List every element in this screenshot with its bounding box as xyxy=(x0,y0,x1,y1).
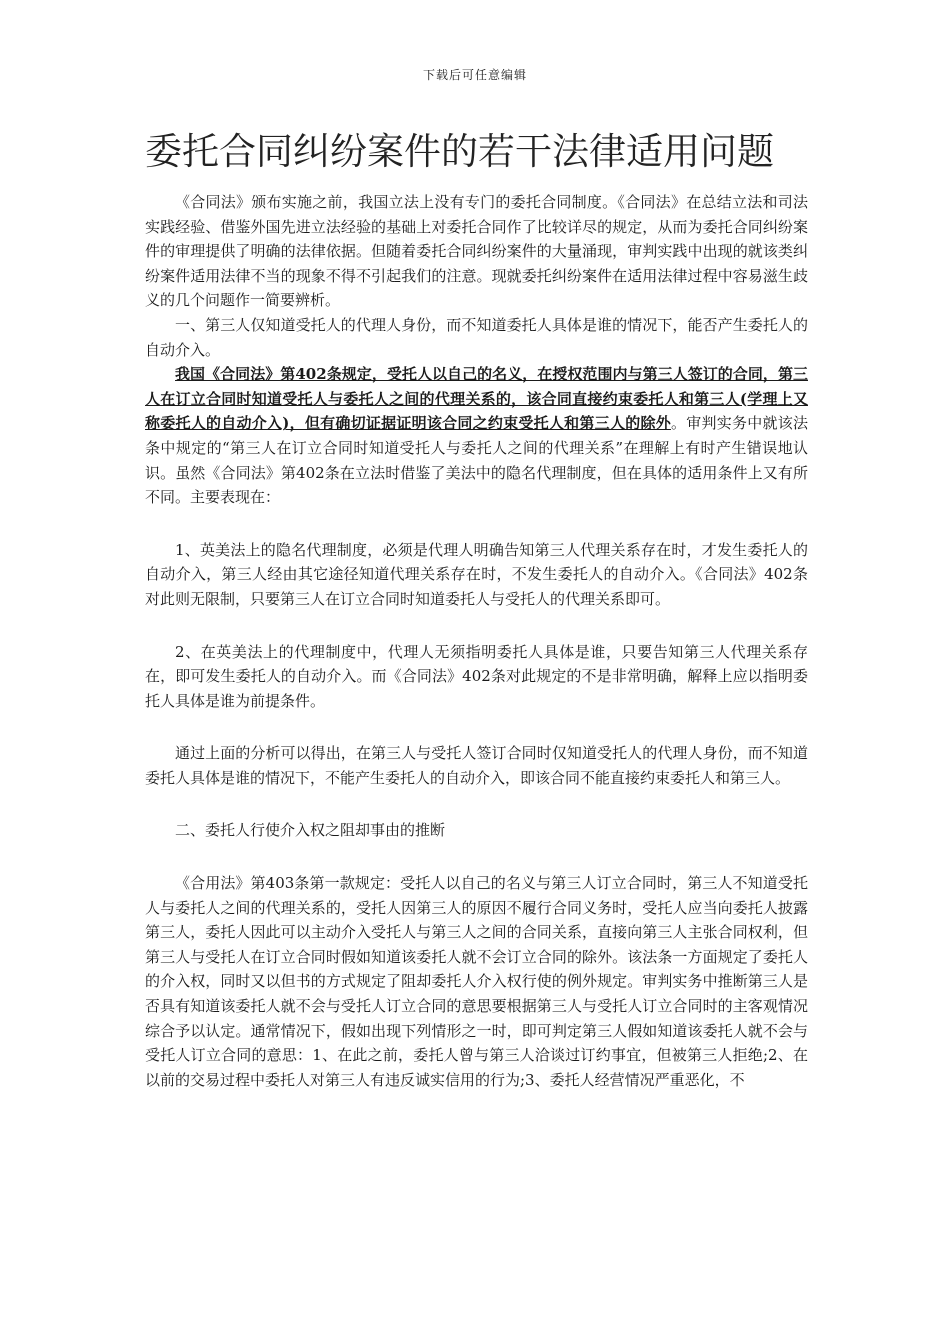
document-body xyxy=(145,190,808,1092)
article-402-rest: 。审判实务中就该法条中规定的“第三人在订立合同时知道受托人与委托人之间的代理关系”在理解上有时产生错误地认识。虽然《合同法》第402条在立法时借鉴了美法中的隐名代理制度，但在具体的适用条件上又有所不同。主要表现在： xyxy=(145,414,808,507)
paragraph-article-403: 《合用法》第403条第一款规定：受托人以自己的名义与第三人订立合同时，第三人不知道受托人与委托人之间的代理关系的，受托人因第三人的原因不履行合同义务时，受托人应当向委托人披露第三人，委托人因此可以主动介入受托人与第三人之间的合同关系，直接向第三人主张合同权利，但第三人与受托人在订立合同时假如知道该委托人就不会订立合同的除外。该法条一方面规定了委托人的介入权，同时又以但书的方式规定了阻却委托人介入权行使的例外规定。审判实务中推断第三人是否具有知道该委托人就不会与受托人订立合同的意思要根据第三人与受托人订立合同时的主客观情况综合予以认定。通常情况下，假如出现下列情形之一时，即可判定第三人假如知道该委托人就不会与受托人订立合同的意思：1、在此之前，委托人曾与第三人洽谈过订约事宜，但被第三人拒绝;2、在以前的交易过程中委托人对第三人有违反诚实信用的行为;3、委托人经营情况严重恶化，不 xyxy=(145,874,808,1089)
document-title: 委托合同纠纷案件的若干法律适用问题 xyxy=(145,130,774,173)
paragraph-heading-one: 一、第三人仅知道受托人的代理人身份，而不知道委托人具体是谁的情况下，能否产生委托人的自动介入。 xyxy=(145,315,808,359)
paragraph-intro: 《合同法》颁布实施之前，我国立法上没有专门的委托合同制度。《合同法》在总结立法和司法实践经验、借鉴外国先进立法经验的基础上对委托合同作了比较详尽的规定，从而为委托合同纠纷案件的审理提供了明确的法律依据。但随着委托合同纠纷案件的大量涌现，审判实践中出现的就该类纠纷案件适用法律不当的现象不得不引起我们的注意。现就委托纠纷案件在适用法律过程中容易滋生歧义的几个问题作一简要辨析。 xyxy=(145,193,808,310)
paragraph-article-402 xyxy=(145,362,808,510)
article-402-emphasis: 我国《合同法》第402条规定，受托人以自己的名义，在授权范围内与第三人签订的合同，第三人在订立合同时知道受托人与委托人之间的代理关系的，该合同直接约束委托人和第三人(学理上又称委托人的自动介入)，但有确切证据证明该合同之约束受托人和第三人的除外 xyxy=(145,365,808,433)
paragraph-point-2: 2、在英美法上的代理制度中，代理人无须指明委托人具体是谁，只要告知第三人代理关系存在，即可发生委托人的自动介入。而《合同法》402条对此规定的不是非常明确，解释上应以指明委托人具体是谁为前提条件。 xyxy=(145,642,808,710)
paragraph-conclusion: 通过上面的分析可以得出，在第三人与受托人签订合同时仅知道受托人的代理人身份，而不知道委托人具体是谁的情况下，不能产生委托人的自动介入，即该合同不能直接约束委托人和第三人。 xyxy=(145,744,808,787)
paragraph-point-1: 1、英美法上的隐名代理制度，必须是代理人明确告知第三人代理关系存在时，才发生委托人的自动介入，第三人经由其它途径知道代理关系存在时，不发生委托人的自动介入。《合同法》402条对此则无限制，只要第三人在订立合同时知道委托人与受托人的代理关系即可。 xyxy=(145,540,808,608)
paragraph-heading-two: 二、委托人行使介入权之阻却事由的推断 xyxy=(175,821,446,840)
page-header: 下载后可任意编辑 xyxy=(422,68,527,82)
